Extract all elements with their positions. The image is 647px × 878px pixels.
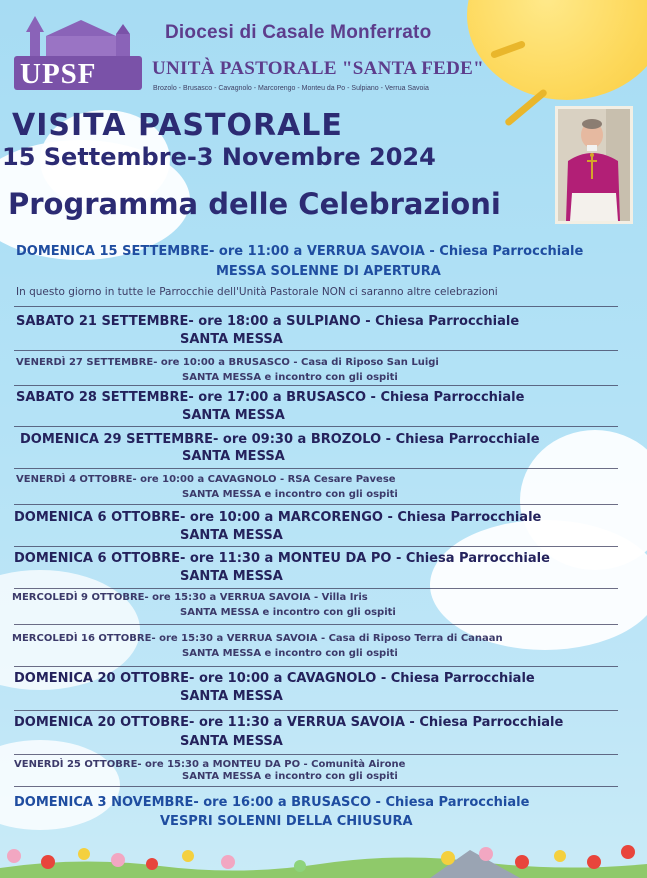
event-details: DOMENICA 15 SETTEMBRE- ore 11:00 a VERRUA SAVOIA - Chiesa Parrocchiale — [16, 244, 584, 259]
event-details: SABATO 21 SETTEMBRE- ore 18:00 a SULPIANO - Chiesa Parrocchiale — [16, 314, 520, 329]
event-details: DOMENICA 6 OTTOBRE- ore 10:00 a MARCORENGO - Chiesa Parrocchiale — [14, 510, 542, 525]
event-title: SANTA MESSA e incontro con gli ospiti — [182, 372, 398, 383]
event-details: VENERDÌ 25 OTTOBRE- ore 15:30 a MONTEU DA PO - Comunità Airone — [14, 759, 406, 770]
divider — [14, 754, 618, 755]
bishop-portrait — [555, 106, 633, 224]
divider — [14, 385, 618, 386]
event-title: SANTA MESSA — [180, 528, 283, 543]
event-title: SANTA MESSA — [180, 569, 283, 584]
sun-ray — [504, 88, 548, 127]
event-details: VENERDÌ 27 SETTEMBRE- ore 10:00 a BRUSASCO - Casa di Riposo San Luigi — [16, 357, 439, 368]
event-title: SANTA MESSA e incontro con gli ospiti — [182, 489, 398, 500]
divider — [14, 546, 618, 547]
event-details: DOMENICA 3 NOVEMBRE- ore 16:00 a BRUSASCO - Chiesa Parrocchiale — [14, 795, 530, 810]
divider — [14, 350, 618, 351]
event-details: MERCOLEDÌ 16 OTTOBRE- ore 15:30 a VERRUA SAVOIA - Casa di Riposo Terra di Canaan — [12, 633, 503, 644]
divider — [14, 426, 618, 427]
event-details: VENERDÌ 4 OTTOBRE- ore 10:00 a CAVAGNOLO - RSA Cesare Pavese — [16, 474, 396, 485]
upsf-logo — [12, 14, 152, 92]
divider — [14, 504, 618, 505]
divider — [14, 786, 618, 787]
event-title: SANTA MESSA e incontro con gli ospiti — [182, 648, 398, 659]
event-title: SANTA MESSA — [180, 332, 283, 347]
logo-text: UPSF — [20, 58, 97, 90]
flower-meadow-decoration — [0, 838, 647, 878]
event-note: In questo giorno in tutte le Parrocchie dell'Unità Pastorale NON ci saranno altre celebrazioni — [16, 286, 498, 298]
event-title: MESSA SOLENNE DI APERTURA — [216, 264, 441, 279]
program-heading: Programma delle Celebrazioni — [8, 187, 501, 221]
divider — [14, 306, 618, 307]
cloud-decoration — [430, 520, 647, 650]
event-title: SANTA MESSA — [182, 449, 285, 464]
divider — [14, 468, 618, 469]
diocese-title: Diocesi di Casale Monferrato — [165, 22, 432, 43]
event-title: SANTA MESSA e incontro con gli ospiti — [182, 771, 398, 782]
divider — [14, 588, 618, 589]
event-title: SANTA MESSA — [180, 689, 283, 704]
event-details: DOMENICA 20 OTTOBRE- ore 11:30 a VERRUA SAVOIA - Chiesa Parrocchiale — [14, 715, 564, 730]
event-details: MERCOLEDÌ 9 OTTOBRE- ore 15:30 a VERRUA SAVOIA - Villa Iris — [12, 592, 368, 603]
event-details: DOMENICA 6 OTTOBRE- ore 11:30 a MONTEU DA PO - Chiesa Parrocchiale — [14, 551, 550, 566]
divider — [14, 710, 618, 711]
event-details: DOMENICA 20 OTTOBRE- ore 10:00 a CAVAGNOLO - Chiesa Parrocchiale — [14, 671, 535, 686]
divider — [14, 624, 618, 625]
pastoral-unit-title: UNITÀ PASTORALE "SANTA FEDE" — [152, 58, 484, 79]
event-title: SANTA MESSA — [180, 734, 283, 749]
main-title: VISITA PASTORALE — [12, 108, 343, 143]
divider — [14, 666, 618, 667]
date-range: 15 Settembre-3 Novembre 2024 — [2, 143, 436, 171]
event-title: SANTA MESSA — [182, 408, 285, 423]
event-title: SANTA MESSA e incontro con gli ospiti — [180, 607, 396, 618]
event-title: VESPRI SOLENNI DELLA CHIUSURA — [160, 814, 413, 829]
parishes-list: Brozolo - Brusasco - Cavagnolo - Marcorengo - Monteu da Po - Sulpiano - Verrua Savoia — [153, 85, 429, 92]
event-details: SABATO 28 SETTEMBRE- ore 17:00 a BRUSASCO - Chiesa Parrocchiale — [16, 390, 525, 405]
event-details: DOMENICA 29 SETTEMBRE- ore 09:30 a BROZOLO - Chiesa Parrocchiale — [20, 432, 540, 447]
